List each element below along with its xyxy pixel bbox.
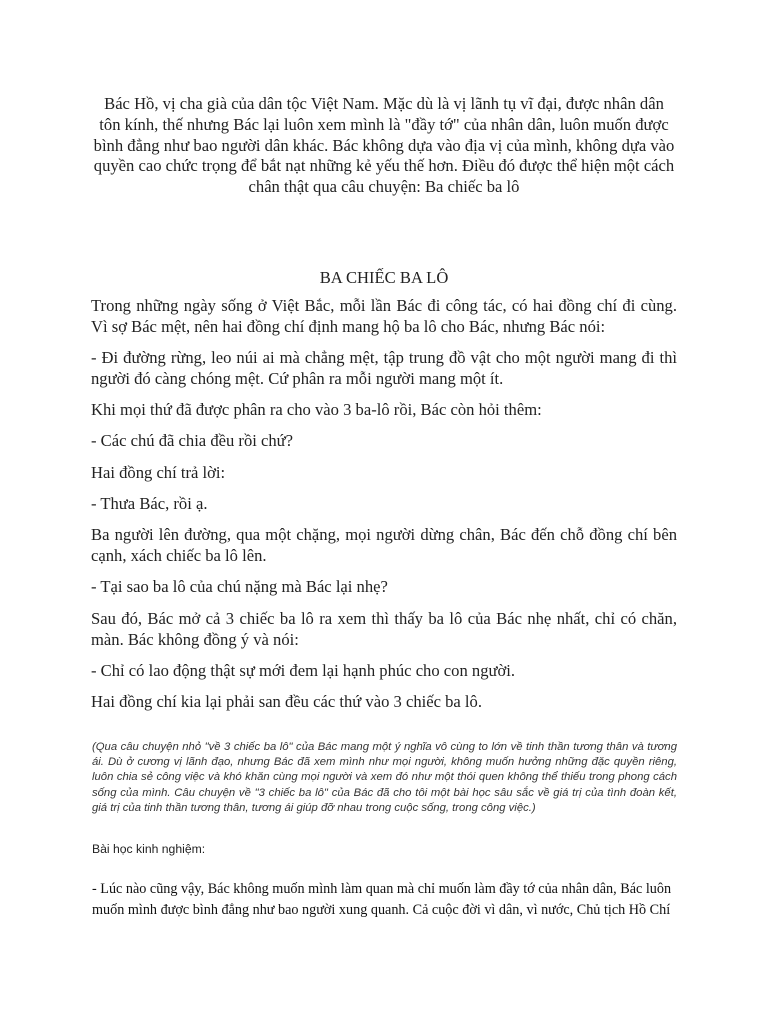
story-paragraph: Ba người lên đường, qua một chặng, mọi người dừng chân, Bác đến chỗ đồng chí bên cạnh, xách chiếc ba lô lên.: [91, 525, 677, 566]
story-paragraph: Hai đồng chí kia lại phải san đều các thứ vào 3 chiếc ba lô.: [91, 692, 482, 712]
story-paragraph: - Tại sao ba lô của chú nặng mà Bác lại nhẹ?: [91, 577, 388, 597]
story-body: [91, 296, 677, 723]
story-paragraph: Sau đó, Bác mở cả 3 chiếc ba lô ra xem thì thấy ba lô của Bác nhẹ nhất, chỉ có chăn, màn. Bác không đồng ý và nói:: [91, 608, 677, 649]
story-paragraph: Khi mọi thứ đã được phân ra cho vào 3 ba-lô rồi, Bác còn hỏi thêm:: [91, 400, 542, 420]
story-paragraph: Trong những ngày sống ở Việt Bắc, mỗi lần Bác đi công tác, có hai đồng chí đi cùng. Vì sợ Bác mệt, nên hai đồng chí định mang hộ ba lô cho Bác, nhưng Bác nói:: [91, 296, 677, 336]
story-paragraph: - Đi đường rừng, leo núi ai mà chẳng mệt, tập trung đồ vật cho một người mang đi thì người đó càng chóng mệt. Cứ phân ra mỗi người mang một ít.: [91, 348, 677, 388]
story-paragraph: - Các chú đã chia đều rồi chứ?: [91, 431, 294, 451]
intro-paragraph: Bác Hồ, vị cha già của dân tộc Việt Nam. Mặc dù là vị lãnh tụ vĩ đại, được nhân dân tôn kính, thế nhưng Bác lại luôn xem mình là "đầy tớ" của nhân dân, luôn muốn được bình đẳng như bao người dân khác. Bác không dựa vào địa vị của mình, không dựa vào quyền cao chức trọng để bắt nạt những kẻ yếu thế hơn. Điều đó được thể hiện một cách chân thật qua câu chuyện: Ba chiếc ba lô: [93, 94, 675, 197]
story-paragraph: - Thưa Bác, rồi ạ.: [91, 494, 208, 514]
story-note: (Qua câu chuyện nhỏ "về 3 chiếc ba lô" của Bác mang một ý nghĩa vô cùng to lớn về tinh thần tương thân và tương ái. Dù ở cương vị lãnh đạo, nhưng Bác đã xem mình như mọi người, không muốn hưởng những đặc quyền riêng, luôn chia sẻ công việc và khó khăn cùng mọi người và xem đó như một thói quen không thể thiếu trong phong cách sống của mình. Câu chuyện về "3 chiếc ba lô" của Bác đã cho tôi một bài học sâu sắc về giá trị của tình đoàn kết, giá trị của tinh thần tương thân, tương ái giúp đỡ nhau trong cuộc sống, trong công việc.): [92, 741, 677, 814]
story-title: BA CHIẾC BA LÔ: [319, 268, 449, 287]
lesson-title: Bài học kinh nghiệm:: [92, 842, 206, 856]
story-paragraph: Hai đồng chí trả lời:: [91, 462, 226, 482]
lesson-body: - Lúc nào cũng vậy, Bác không muốn mình làm quan mà chỉ muốn làm đầy tớ của nhân dân, Bác luôn muốn mình được bình đẳng như bao người xung quanh. Cả cuộc đời vì dân, vì nước, Chủ tịch Hồ Chí: [92, 881, 672, 918]
story-paragraph: - Chỉ có lao động thật sự mới đem lại hạnh phúc cho con người.: [91, 660, 516, 680]
